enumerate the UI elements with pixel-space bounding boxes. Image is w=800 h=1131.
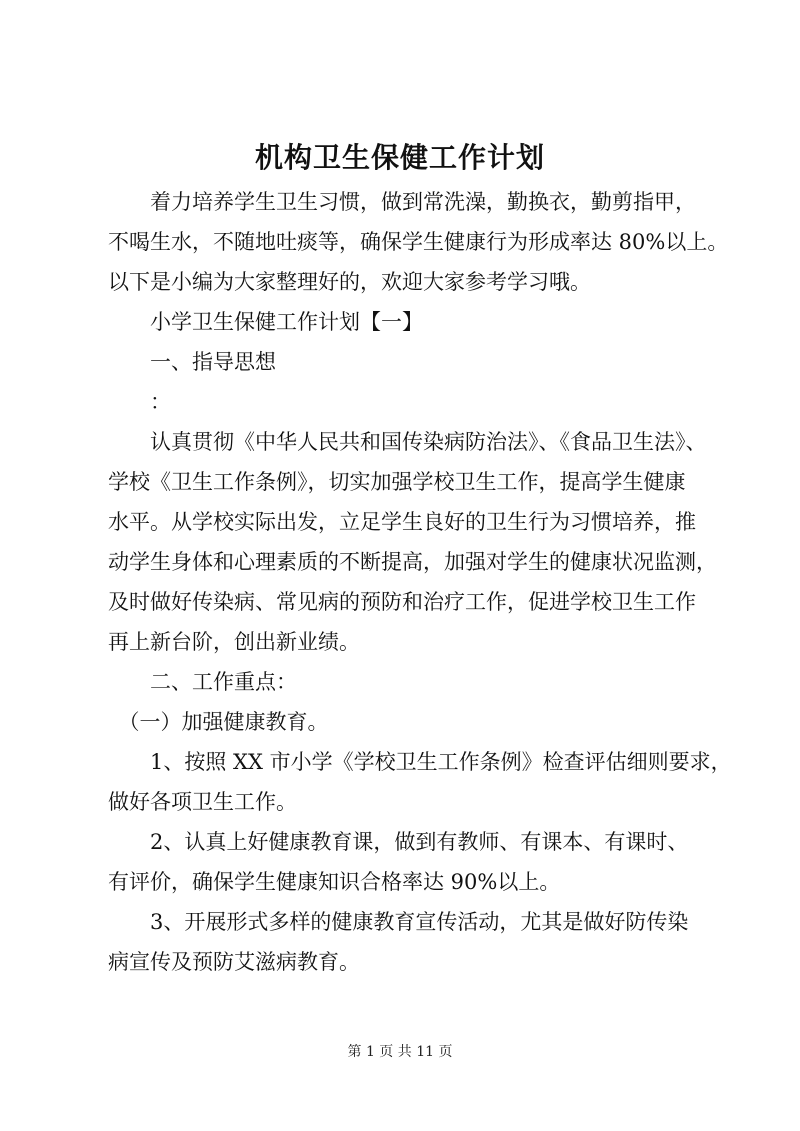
body-line: 做好各项卫生工作。 (108, 790, 297, 814)
body-line: 再上新台阶，创出新业绩。 (108, 630, 360, 654)
body-line: 3、开展形式多样的健康教育宣传活动，尤其是做好防传染 (108, 910, 689, 934)
body-line: 2、认真上好健康教育课，做到有教师、有课本、有课时、 (108, 830, 689, 854)
body-line: 着力培养学生卫生习惯，做到常洗澡，勤换衣，勤剪指甲， (108, 190, 696, 214)
body-line: 以下是小编为大家整理好的，欢迎大家参考学习哦。 (108, 270, 591, 294)
body-line: 动学生身体和心理素质的不断提高，加强对学生的健康状况监测， (108, 550, 717, 574)
document-title: 机构卫生保健工作计划 (254, 141, 545, 174)
body-line: 不喝生水，不随地吐痰等，确保学生健康行为形成率达 80%以上。 (108, 230, 729, 254)
body-line: 认真贯彻《中华人民共和国传染病防治法》、《食品卫生法》、 (108, 430, 707, 454)
body-line: 病宣传及预防艾滋病教育。 (108, 950, 360, 974)
section-heading: 小学卫生保健工作计划【一】 (108, 310, 423, 334)
body-line: 及时做好传染病、常见病的预防和治疗工作，促进学校卫生工作 (108, 590, 696, 614)
document-body (108, 182, 732, 982)
page-footer: 第 1 页 共 11 页 (347, 1044, 453, 1060)
body-line: 1、按照 XX 市小学《学校卫生工作条例》检查评估细则要求， (108, 750, 732, 774)
body-line: 水平。从学校实际出发，立足学生良好的卫生行为习惯培养，推 (108, 510, 696, 534)
section-heading: 二、工作重点： (108, 670, 297, 694)
body-line: ： (108, 390, 171, 414)
body-line: 学校《卫生工作条例》，切实加强学校卫生工作，提高学生健康 (108, 470, 686, 494)
section-heading: 一、指导思想 (108, 350, 276, 374)
body-line: 有评价，确保学生健康知识合格率达 90%以上。 (108, 870, 561, 894)
subsection-heading: （一）加强健康教育。 (108, 710, 329, 734)
